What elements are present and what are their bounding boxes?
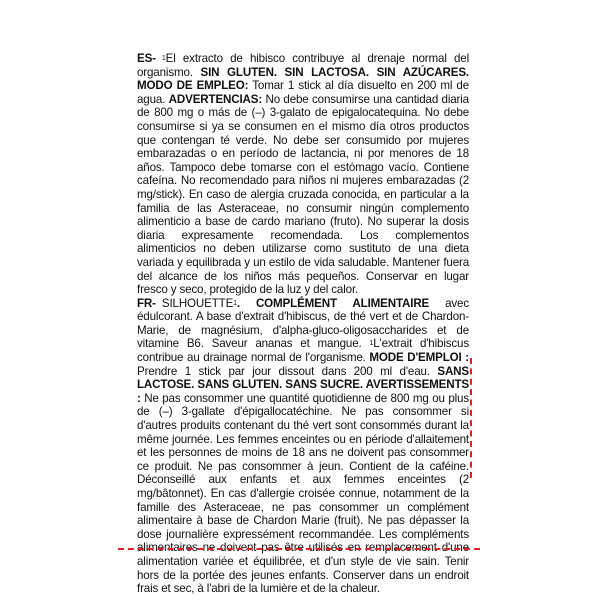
product-label-text (137, 52, 469, 596)
french-usage: Prendre 1 stick par jour dissout dans 200 ml d'eau. (137, 364, 438, 378)
cut-line-bottom (118, 548, 480, 550)
french-warnings: Ne pas consommer une quantité quotidienne de 800 mg ou plus de (–) 3-gallate d'épigallocatéchine. Ne pas consommer si d'autres produits contenant du thé vert sont consommés durant la même journée. Les femmes enceintes ou en période d'allaitement et les personnes de moins de 18 ans ne doivent pas consommer ce produit. Ne pas consommer à jeun. Contient de la caféine. Déconseillé aux enfants et aux femmes enceintes (2 mg/bâtonnet). En cas d'allergie croisée connue, notamment de la famille des Asteraceae, ne pas consommer un complément alimentaire à base de Chardon Marie (fruit). Ne pas dépasser la dose journalière expressément recommandée. Les compléments alimentaires ne doivent pas être utilisés en remplacement d'une alimentation variée et équilibrée, et d'un style de vie sain. Tenir hors de la portée des jeunes enfants. Conserver dans un endroit frais et sec, à l'abri de la lumière et de la chaleur. (137, 391, 469, 596)
spanish-intro: El extracto de hibisco contribuye al drenaje normal del organismo. (137, 52, 469, 79)
french-category-heading: . COMPLÉMENT ALIMENTAIRE (236, 296, 430, 310)
french-description: avec édulcorant. A base d'extrait d'hibiscus, de thé vert et de Chardon-Marie, de magnésium, d'alpha-gluco-oligosaccharides et de vitamine B6. Saveur ananas et mangue. (137, 296, 469, 351)
spanish-warnings-heading: ADVERTENCIAS: (168, 92, 263, 106)
footnote-marker: 1 (161, 55, 166, 62)
footnote-marker: 1 (369, 340, 374, 348)
french-usage-heading: MODE D'EMPLOI : (369, 351, 469, 365)
french-section (137, 297, 469, 596)
french-product-name: SILHOUETTE (161, 296, 234, 310)
french-lang-code: FR- (137, 296, 156, 310)
french-claim: L'extrait d'hibiscus contribue au drainage normal de l'organisme. (137, 337, 469, 365)
spanish-usage: Tomar 1 stick al día disuelto en 200 ml de agua. (137, 79, 469, 106)
spanish-lang-code: ES- (137, 52, 156, 65)
french-warnings-heading: SANS LACTOSE. SANS GLUTEN. SANS SUCRE. AVERTISSEMENTS : (137, 364, 469, 405)
footnote-marker: 1 (233, 299, 237, 307)
spanish-claims-heading: SIN GLUTEN. SIN LACTOSA. SIN AZÚCARES. MODO DE EMPLEO: (137, 65, 469, 93)
cut-line-right (470, 358, 472, 478)
spanish-section (137, 52, 469, 297)
spanish-warnings: No debe consumirse una cantidad diaria de 800 mg o más de (–) 3-galato de epigalocatequina. No debe consumirse si ya se consumen en el mismo día otros productos que contengan té verde. No debe ser consumido por mujeres embarazadas o en período de lactancia, ni por menores de 18 años. Tampoco debe tomarse con el estómago vacío. Contiene cafeína. No recomendado para niños ni mujeres embarazadas (2 mg/stick). En caso de alergia cruzada conocida, en particular a la familia de las Asteraceae, no consumir ningún complemento alimenticio a base de cardo mariano (fruto). No superar la dosis diaria expresamente recomendada. Los complementos alimenticios no deben utilizarse como sustituto de una dieta variada y equilibrada y un estilo de vida saludable. Mantener fuera del alcance de los niños más pequeños. Conservar en lugar fresco y seco, protegido de la luz y del calor. (137, 92, 469, 297)
